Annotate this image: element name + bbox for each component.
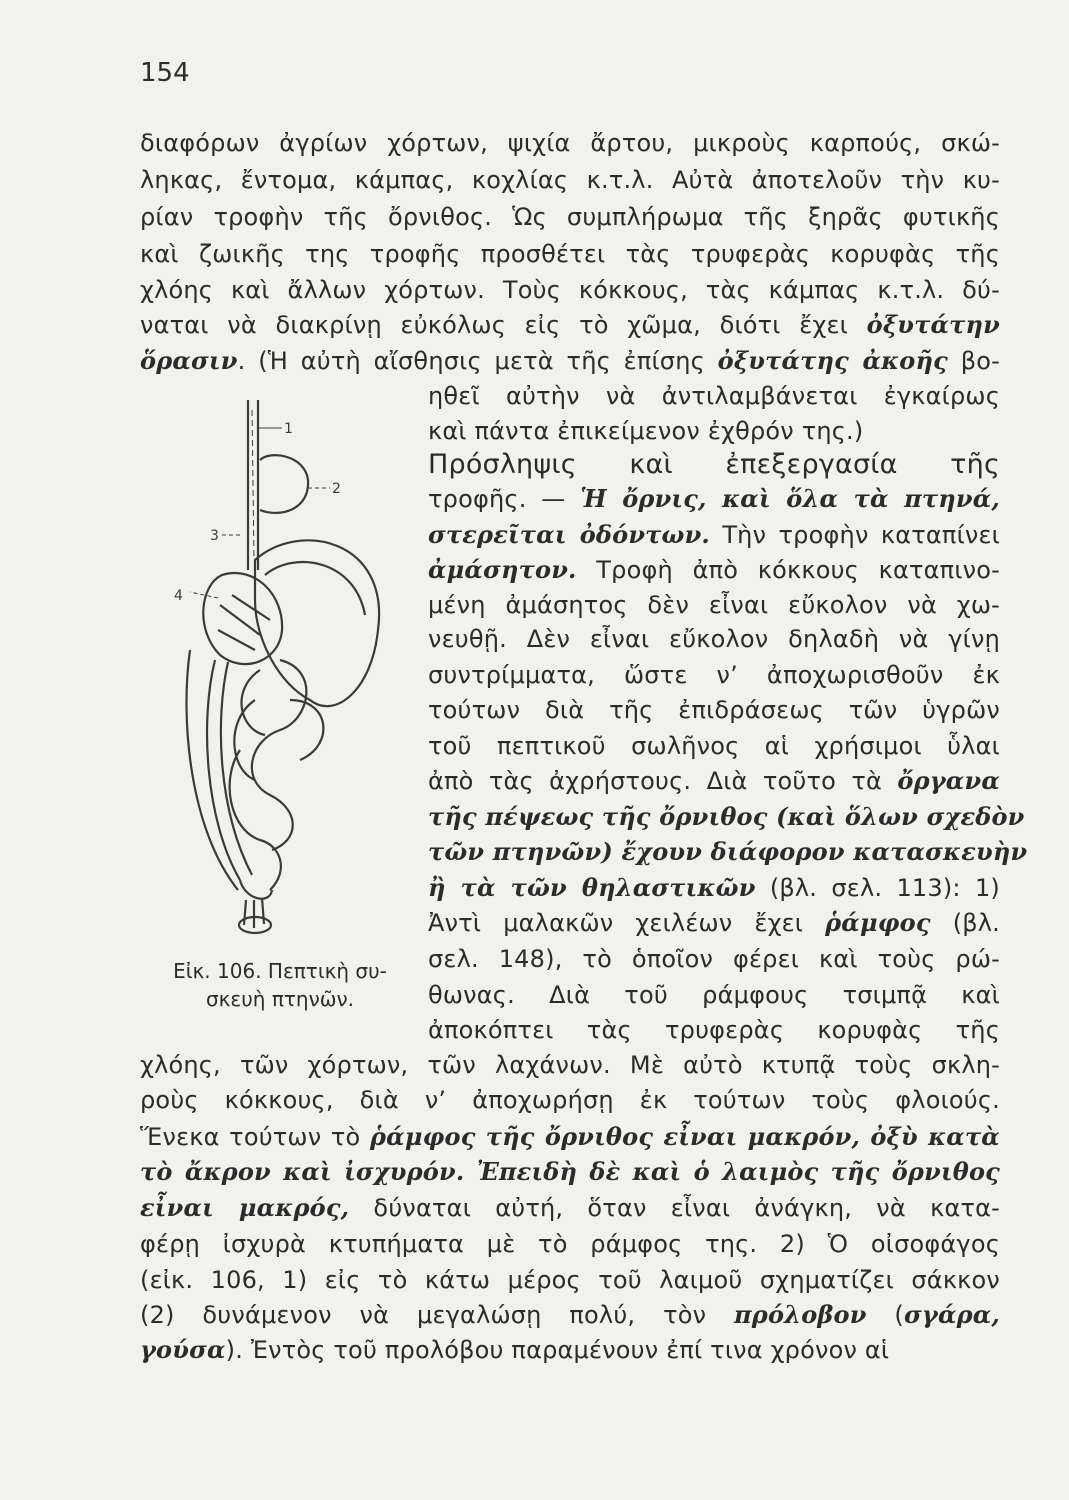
plain-text: Πρόσληψις καὶ ἐπεξεργασία τῆς	[428, 449, 1000, 480]
digestive-system-figure	[160, 400, 430, 960]
text-line	[140, 310, 1000, 340]
emphasis-text: εἶναι μακρός,	[140, 1193, 350, 1222]
plain-text: τοῦ πεπτικοῦ σωλῆνος αἱ χρήσιμοι ὗλαι	[428, 732, 1000, 760]
plain-text: ηθεῖ αὐτὴν νὰ ἀντιλαμβάνεται ἐγκαίρως	[428, 382, 1000, 410]
plain-text: δύναται αὐτή, ὅταν εἶναι ἀνάγκη, νὰ κατα-	[349, 1194, 1000, 1222]
text-line	[428, 944, 1000, 974]
emphasis-text: ὅρασιν	[140, 346, 238, 375]
plain-text: Ἀντὶ μαλακῶν χειλέων ἔχει	[428, 909, 826, 937]
plain-text: συντρίμματα, ὥστε ν’ ἀποχωρισθοῦν ἐκ	[428, 661, 1000, 689]
plain-text: Τὴν τροφὴν καταπίνει	[709, 521, 1000, 549]
text-line	[140, 1122, 1000, 1152]
text-line	[140, 346, 1000, 376]
emphasis-text: ὀξυτάτης ἀκοῆς	[717, 346, 948, 375]
text-line	[428, 520, 1000, 550]
plain-text: (βλ.	[930, 909, 1000, 937]
text-line	[428, 1015, 1000, 1045]
emphasis-text: στερεῖται ὀδόντων.	[428, 520, 710, 549]
text-line	[428, 624, 1000, 654]
text-line	[428, 555, 1000, 585]
text-line	[140, 1157, 1000, 1187]
text-line	[428, 766, 1000, 796]
text-line	[140, 1085, 1000, 1115]
text-line	[140, 1265, 1000, 1295]
emphasis-text: σγάρα,	[904, 1300, 1000, 1329]
emphasis-text: τῶν πτηνῶν) ἔχουν διάφορον κατασκευὴν	[428, 837, 1028, 866]
text-line	[428, 908, 1000, 938]
plain-text: τροφῆς. —	[428, 485, 581, 513]
plain-text: ροὺς κόκκους, διὰ ν’ ἀποχωρήσῃ ἐκ τούτων τοὺς φλοιούς.	[140, 1086, 1000, 1114]
plain-text: (βλ. σελ. 113): 1)	[755, 874, 1000, 902]
text-line	[428, 450, 1000, 480]
plain-text: (εἰκ. 106, 1) εἰς τὸ κάτω μέρος τοῦ λαιμοῦ σχηματίζει σάκκον	[140, 1266, 1000, 1294]
text-line	[428, 802, 1025, 832]
plain-text: βο-	[947, 347, 1000, 375]
figure-label-1: 1	[284, 421, 293, 437]
plain-text: νευθῇ. Δὲν εἶναι εὔκολον δηλαδὴ νὰ γίνῃ	[428, 625, 1000, 653]
plain-text: καὶ πάντα ἐπικείμενον ἐχθρόν της.)	[428, 417, 864, 445]
text-line	[140, 1335, 1000, 1365]
plain-text: ρίαν τροφὴν τῆς ὄρνιθος. Ὡς συμπλήρωμα τῆς ξηρᾶς φυτικῆς	[140, 203, 1000, 231]
plain-text: διαφόρων ἀγρίων χόρτων, ψιχία ἄρτου, μικροὺς καρπούς, σκώ-	[140, 129, 1000, 157]
emphasis-text: ῥάμφος	[825, 908, 931, 937]
plain-text: Τροφὴ ἀπὸ κόκκους καταπινο-	[576, 556, 1000, 584]
plain-text: τούτων διὰ τῆς ἐπιδράσεως τῶν ὑγρῶν	[428, 696, 1000, 724]
plain-text: μένη ἀμάσητος δὲν εἶναι εὔκολον νὰ χω-	[428, 591, 1000, 619]
text-line	[428, 873, 1000, 903]
plain-text: ναται νὰ διακρίνῃ εὐκόλως εἰς τὸ χῶμα, διότι ἔχει	[140, 311, 867, 339]
emphasis-text: τὸ ἄκρον καὶ ἰσχυρόν. Ἐπειδὴ δὲ καὶ ὁ λαιμὸς τῆς ὄρνιθος	[140, 1157, 1000, 1186]
emphasis-text: ὄργανα	[897, 766, 1000, 795]
text-line	[140, 1050, 1000, 1080]
plain-text: ἀπὸ τὰς ἀχρήστους. Διὰ τοῦτο τὰ	[428, 767, 898, 795]
emphasis-text: ἢ τὰ τῶν θηλαστικῶν	[428, 873, 756, 902]
text-line	[428, 837, 1028, 867]
text-line	[140, 1300, 1000, 1330]
emphasis-text: Ἡ ὄρνις, καὶ ὅλα τὰ πτηνά,	[580, 484, 1000, 513]
text-line	[428, 731, 1000, 761]
plain-text: χλόης καὶ ἄλλων χόρτων. Τοὺς κόκκους, τὰς κάμπας κ.τ.λ. δύ-	[140, 276, 1000, 304]
text-line	[428, 381, 1000, 411]
plain-text: ). Ἐντὸς τοῦ προλόβου παραμένουν ἐπί τινα χρόνον αἱ	[225, 1336, 890, 1364]
text-line	[140, 128, 1000, 158]
text-line	[428, 416, 1000, 446]
emphasis-text: γούσα	[140, 1335, 226, 1364]
emphasis-text: ἀμάσητον.	[428, 555, 577, 584]
plain-text: Ἕνεκα τούτων τὸ	[140, 1123, 370, 1151]
figure-label-3: 3	[210, 528, 219, 544]
text-line	[140, 202, 1000, 232]
figure-label-4: 4	[174, 588, 183, 604]
figure-caption-line1: Εἰκ. 106. Πεπτικὴ συ-	[173, 959, 387, 983]
text-line	[428, 695, 1000, 725]
plain-text: φέρῃ ἰσχυρὰ κτυπήματα μὲ τὸ ράμφος της. 2) Ὁ οἰσοφάγος	[140, 1230, 1000, 1258]
text-line	[428, 980, 1000, 1010]
plain-text: ἀποκόπτει τὰς τρυφερὰς κορυφὰς τῆς	[428, 1016, 1000, 1044]
plain-text: θωνας. Διὰ τοῦ ράμφους τσιμπᾷ καὶ	[428, 981, 1000, 1009]
plain-text: . (Ἡ αὐτὴ αἴσθησις μετὰ τῆς ἐπίσης	[237, 347, 718, 375]
plain-text: (	[866, 1301, 904, 1329]
plain-text: σελ. 148), τὸ ὁποῖον φέρει καὶ τοὺς ρώ-	[428, 945, 1000, 973]
text-line	[428, 484, 1000, 514]
figure-label-2: 2	[332, 481, 341, 497]
emphasis-text: πρόλοβον	[734, 1300, 867, 1329]
plain-text: ληκας, ἔντομα, κάμπας, κοχλίας κ.τ.λ. Αὐτὰ ἀποτελοῦν τὴν κυ-	[140, 166, 1000, 194]
emphasis-text: ὀξυτάτην	[866, 310, 1000, 339]
figure-caption-line2: σκευὴ πτηνῶν.	[205, 987, 355, 1011]
page-number: 154	[140, 58, 190, 88]
text-line	[140, 1229, 1000, 1259]
emphasis-text: τῆς πέψεως τῆς ὄρνιθος (καὶ ὅλων σχεδὸν	[428, 802, 1025, 831]
emphasis-text: ῥάμφος τῆς ὄρνιθος εἶναι μακρόν, ὀξὺ κατὰ	[369, 1122, 1000, 1151]
plain-text: χλόης, τῶν χόρτων, τῶν λαχάνων. Μὲ αὐτὸ κτυπᾷ τοὺς σκλη-	[140, 1051, 1000, 1079]
text-line	[428, 590, 1000, 620]
text-line	[140, 239, 1000, 269]
text-line	[140, 1193, 1000, 1223]
text-line	[428, 660, 1000, 690]
text-line	[140, 165, 1000, 195]
plain-text: καὶ ζωικῆς της τροφῆς προσθέτει τὰς τρυφερὰς κορυφὰς τῆς	[140, 240, 1000, 268]
text-line	[140, 275, 1000, 305]
plain-text: (2) δυνάμενον νὰ μεγαλώσῃ πολύ, τὸν	[140, 1301, 735, 1329]
